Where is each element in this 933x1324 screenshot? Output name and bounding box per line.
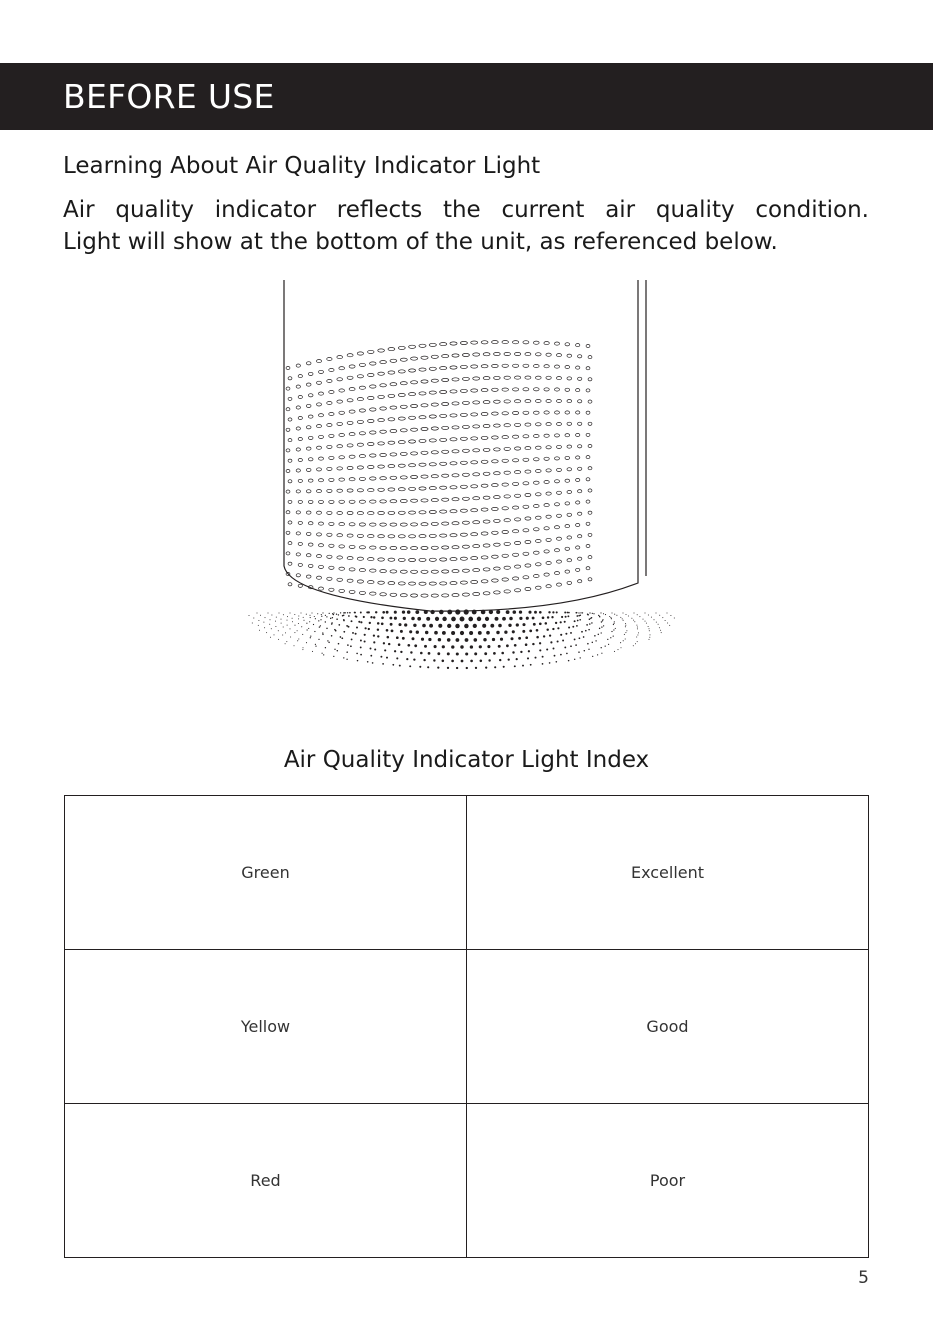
page-title: BEFORE USE (63, 77, 275, 116)
intro-paragraph (63, 194, 869, 258)
air-purifier-illustration (230, 278, 700, 688)
indicator-index-table (64, 795, 869, 1258)
light-color-cell: Green (65, 796, 467, 950)
air-quality-cell: Excellent (467, 796, 869, 950)
section-heading: Learning About Air Quality Indicator Light (63, 153, 541, 179)
table-row (65, 1104, 869, 1258)
table-row (65, 950, 869, 1104)
purifier-grille (286, 341, 592, 598)
intro-line-2: Light will show at the bottom of the unit, as referenced below. (63, 229, 778, 255)
light-color-cell: Yellow (65, 950, 467, 1104)
light-color-cell: Red (65, 1104, 467, 1258)
page-number: 5 (858, 1268, 869, 1288)
air-quality-cell: Poor (467, 1104, 869, 1258)
indicator-light-glow (249, 609, 675, 669)
intro-line-1: Air quality indicator reflects the current air quality condition. (63, 197, 869, 223)
header-bar (0, 63, 933, 130)
table-row (65, 796, 869, 950)
air-quality-cell: Good (467, 950, 869, 1104)
index-title: Air Quality Indicator Light Index (283, 747, 650, 773)
